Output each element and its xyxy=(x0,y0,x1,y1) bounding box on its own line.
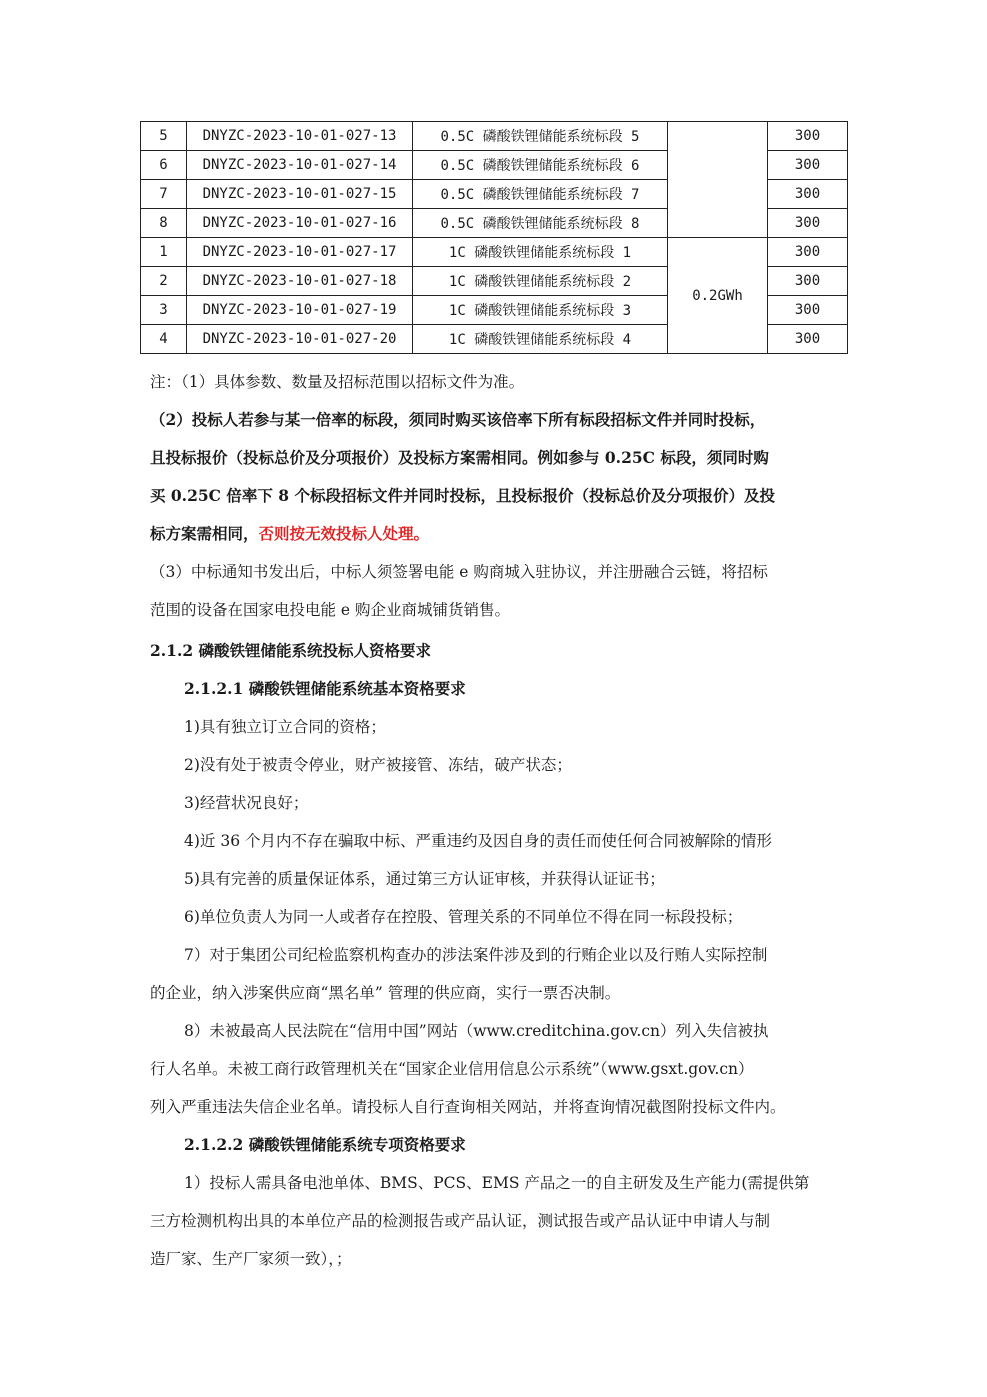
section-code: DNYZC-2023-10-01-027-19 xyxy=(187,296,413,325)
bid-section-table xyxy=(140,121,848,354)
note-2-line-4 xyxy=(150,515,850,553)
section-code: DNYZC-2023-10-01-027-15 xyxy=(187,180,413,209)
basic-requirement-7-line-1: 7）对于集团公司纪检监察机构查办的涉法案件涉及到的行贿企业以及行贿人实际控制 xyxy=(184,946,768,964)
capacity-cell-empty xyxy=(668,122,768,238)
capacity-cell: 0.2GWh xyxy=(668,238,768,354)
section-name: 0.5C 磷酸铁锂储能系统标段 8 xyxy=(413,209,668,238)
quantity: 300 xyxy=(768,296,848,325)
section-code: DNYZC-2023-10-01-027-13 xyxy=(187,122,413,151)
quantity: 300 xyxy=(768,180,848,209)
note-3-line-1: （3）中标通知书发出后，中标人须签署电能 e 购商城入驻协议，并注册融合云链，将招标 xyxy=(150,563,768,581)
heading-2-1-2-2: 2.1.2.2 磷酸铁锂储能系统专项资格要求 xyxy=(184,1135,466,1154)
basic-requirement-6: 6)单位负责人为同一人或者存在控股、管理关系的不同单位不得在同一标段投标； xyxy=(184,908,743,926)
section-name: 1C 磷酸铁锂储能系统标段 2 xyxy=(413,267,668,296)
qualification-section xyxy=(150,632,850,1278)
table-row xyxy=(141,238,848,267)
special-requirement-1-line-1: 1）投标人需具备电池单体、BMS、PCS、EMS 产品之一的自主研发及生产能力(需提供第 xyxy=(184,1174,810,1192)
table-row xyxy=(141,122,848,151)
row-number: 8 xyxy=(141,209,187,238)
heading-2-1-2-1: 2.1.2.1 磷酸铁锂储能系统基本资格要求 xyxy=(184,679,466,698)
notes-block xyxy=(150,363,850,629)
section-name: 0.5C 磷酸铁锂储能系统标段 7 xyxy=(413,180,668,209)
row-number: 7 xyxy=(141,180,187,209)
quantity: 300 xyxy=(768,325,848,354)
row-number: 5 xyxy=(141,122,187,151)
note-3-line-2: 范围的设备在国家电投电能 e 购企业商城铺货销售。 xyxy=(150,601,511,619)
quantity: 300 xyxy=(768,209,848,238)
quantity: 300 xyxy=(768,238,848,267)
quantity: 300 xyxy=(768,122,848,151)
section-code: DNYZC-2023-10-01-027-18 xyxy=(187,267,413,296)
section-name: 1C 磷酸铁锂储能系统标段 3 xyxy=(413,296,668,325)
note-2-tail: 标方案需相同， xyxy=(150,524,259,543)
note-1: 注：（1）具体参数、数量及招标范围以招标文件为准。 xyxy=(150,373,525,391)
section-code: DNYZC-2023-10-01-027-14 xyxy=(187,151,413,180)
quantity: 300 xyxy=(768,151,848,180)
row-number: 4 xyxy=(141,325,187,354)
note-2-line-3: 买 0.25C 倍率下 8 个标段招标文件并同时投标，且投标报价（投标总价及分项报价）及投 xyxy=(150,486,775,505)
section-code: DNYZC-2023-10-01-027-20 xyxy=(187,325,413,354)
section-name: 0.5C 磷酸铁锂储能系统标段 5 xyxy=(413,122,668,151)
note-2-line-2: 且投标报价（投标总价及分项报价）及投标方案需相同。例如参与 0.25C 标段，须同时购 xyxy=(150,448,769,467)
row-number: 6 xyxy=(141,151,187,180)
basic-requirement-3: 3)经营状况良好； xyxy=(184,794,309,812)
basic-requirement-8-line-2: 行人名单。未被工商行政管理机关在“国家企业信用信息公示系统”（www.gsxt.gov.cn） xyxy=(150,1060,754,1078)
quantity: 300 xyxy=(768,267,848,296)
basic-requirement-8-line-3: 列入严重违法失信企业名单。请投标人自行查询相关网站，并将查询情况截图附投标文件内。 xyxy=(150,1098,786,1116)
basic-requirement-8-line-1: 8）未被最高人民法院在“信用中国”网站（www.creditchina.gov.cn）列入失信被执 xyxy=(184,1022,769,1040)
row-number: 2 xyxy=(141,267,187,296)
basic-requirement-1: 1)具有独立订立合同的资格； xyxy=(184,718,386,736)
basic-requirement-5: 5)具有完善的质量保证体系，通过第三方认证审核，并获得认证证书； xyxy=(184,870,665,888)
invalid-bidder-warning: 否则按无效投标人处理。 xyxy=(258,524,430,543)
section-name: 1C 磷酸铁锂储能系统标段 4 xyxy=(413,325,668,354)
basic-requirement-4: 4)近 36 个月内不存在骗取中标、严重违约及因自身的责任而使任何合同被解除的情形 xyxy=(184,832,772,850)
special-requirement-1-line-2: 三方检测机构出具的本单位产品的检测报告或产品认证，测试报告或产品认证中申请人与制 xyxy=(150,1212,771,1230)
row-number: 3 xyxy=(141,296,187,325)
row-number: 1 xyxy=(141,238,187,267)
basic-requirement-2: 2)没有处于被责令停业，财产被接管、冻结，破产状态； xyxy=(184,756,572,774)
note-2-line-1: （2）投标人若参与某一倍率的标段，须同时购买该倍率下所有标段招标文件并同时投标， xyxy=(150,410,766,429)
section-name: 0.5C 磷酸铁锂储能系统标段 6 xyxy=(413,151,668,180)
section-code: DNYZC-2023-10-01-027-17 xyxy=(187,238,413,267)
section-code: DNYZC-2023-10-01-027-16 xyxy=(187,209,413,238)
section-name: 1C 磷酸铁锂储能系统标段 1 xyxy=(413,238,668,267)
heading-2-1-2: 2.1.2 磷酸铁锂储能系统投标人资格要求 xyxy=(150,641,432,660)
basic-requirement-7-line-2: 的企业，纳入涉案供应商“黑名单” 管理的供应商，实行一票否决制。 xyxy=(150,984,621,1002)
special-requirement-1-line-3: 造厂家、生产厂家须一致），； xyxy=(150,1250,352,1268)
